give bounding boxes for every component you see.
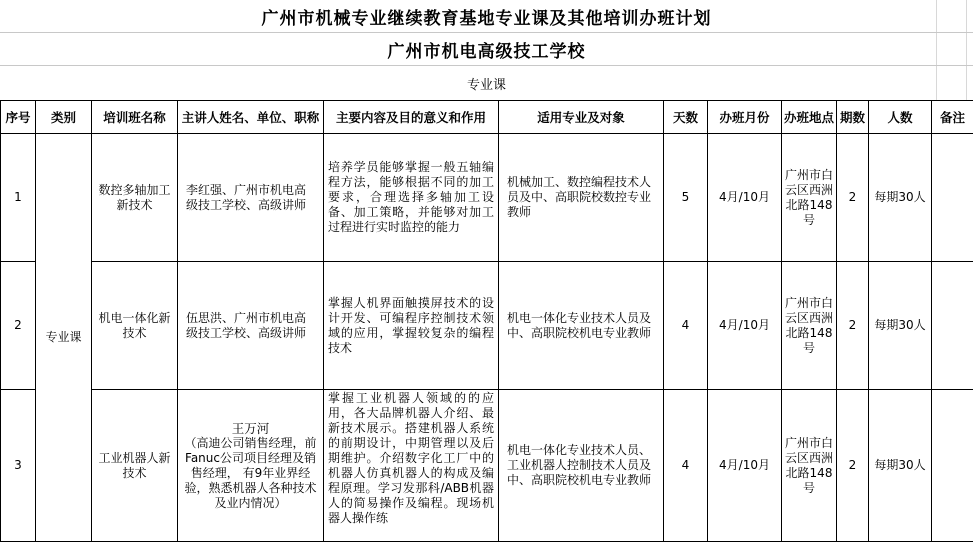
school-name: 广州市机电高级技工学校 (0, 33, 973, 66)
cell-category: 专业课 (36, 134, 92, 542)
cell-remark (932, 134, 973, 262)
cell-course: 工业机器人新技术 (92, 390, 178, 542)
col-header-course: 培训班名称 (92, 101, 178, 134)
cell-sessions: 2 (837, 134, 869, 262)
cell-location: 广州市白云区西洲北路148号 (782, 262, 837, 390)
cell-days: 5 (664, 134, 708, 262)
cell-lecturer: 伍思洪、广州市机电高级技工学校、高级讲师 (178, 262, 324, 390)
cell-no: 3 (1, 390, 36, 542)
col-header-no: 序号 (1, 101, 36, 134)
cell-course: 数控多轴加工新技术 (92, 134, 178, 262)
cell-content (324, 390, 499, 542)
col-header-people: 人数 (869, 101, 932, 134)
cell-content: 培养学员能够掌握一般五轴编程方法，能够根据不同的加工要求，合理选择多轴加工设备、加工策略，并能够对加工过程进行实时监控的能力 (324, 134, 499, 262)
col-header-month: 办班月份 (708, 101, 782, 134)
plan-table (0, 100, 973, 542)
table-row (1, 262, 973, 390)
document-title: 广州市机械专业继续教育基地专业课及其他培训办班计划 (0, 0, 973, 33)
cell-sessions: 2 (837, 262, 869, 390)
cell-no: 2 (1, 262, 36, 390)
col-header-content: 主要内容及目的意义和作用 (324, 101, 499, 134)
cell-sessions: 2 (837, 390, 869, 542)
cell-location: 广州市白云区西洲北路148号 (782, 390, 837, 542)
cell-lecturer (178, 390, 324, 542)
cell-audience: 机械加工、数控编程技术人员及中、高职院校数控专业教师 (499, 134, 664, 262)
section-label: 专业课 (0, 66, 973, 101)
content-text: 掌握工业机器人领域的的应用，各大品牌机器人介绍、最新技术展示。搭建机器人系统的前期设计，中期管理以及后期维护。介绍数字化工厂中的机器人仿真机器人的构成及编程原理。学习发那科/ABB机器人的简易操作及编程。现场机器人操作练 (328, 390, 494, 525)
col-header-sessions: 期数 (837, 101, 869, 134)
table-row (1, 390, 973, 542)
cell-remark (932, 390, 973, 542)
cell-month: 4月/10月 (708, 390, 782, 542)
cell-days: 4 (664, 390, 708, 542)
cell-audience: 机电一体化专业技术人员、工业机器人控制技术人员及中、高职院校机电专业教师 (499, 390, 664, 542)
cell-people: 每期30人 (869, 262, 932, 390)
col-header-days: 天数 (664, 101, 708, 134)
table-row (1, 134, 973, 262)
col-header-lecturer: 主讲人姓名、单位、职称 (178, 101, 324, 134)
lecturer-bio: （高迪公司销售经理，前Fanuc公司项目经理及销售经理， 有9年业界经验，熟悉机器人各种技术及业内情况） (184, 435, 317, 510)
header-row (1, 101, 973, 134)
cell-location: 广州市白云区西洲北路148号 (782, 134, 837, 262)
cell-course: 机电一体化新技术 (92, 262, 178, 390)
col-header-audience: 适用专业及对象 (499, 101, 664, 134)
cell-audience: 机电一体化专业技术人员及中、高职院校机电专业教师 (499, 262, 664, 390)
cell-month: 4月/10月 (708, 134, 782, 262)
cell-no: 1 (1, 134, 36, 262)
cell-lecturer: 李红强、广州市机电高级技工学校、高级讲师 (178, 134, 324, 262)
cell-people: 每期30人 (869, 134, 932, 262)
col-header-category: 类别 (36, 101, 92, 134)
cell-people: 每期30人 (869, 390, 932, 542)
cell-content: 掌握人机界面触摸屏技术的设计开发、可编程序控制技术领域的应用，掌握较复杂的编程技术 (324, 262, 499, 390)
cell-remark (932, 262, 973, 390)
cell-month: 4月/10月 (708, 262, 782, 390)
cell-days: 4 (664, 262, 708, 390)
col-header-location: 办班地点 (782, 101, 837, 134)
col-header-remark: 备注 (932, 101, 973, 134)
lecturer-name: 王万河 (231, 420, 270, 436)
